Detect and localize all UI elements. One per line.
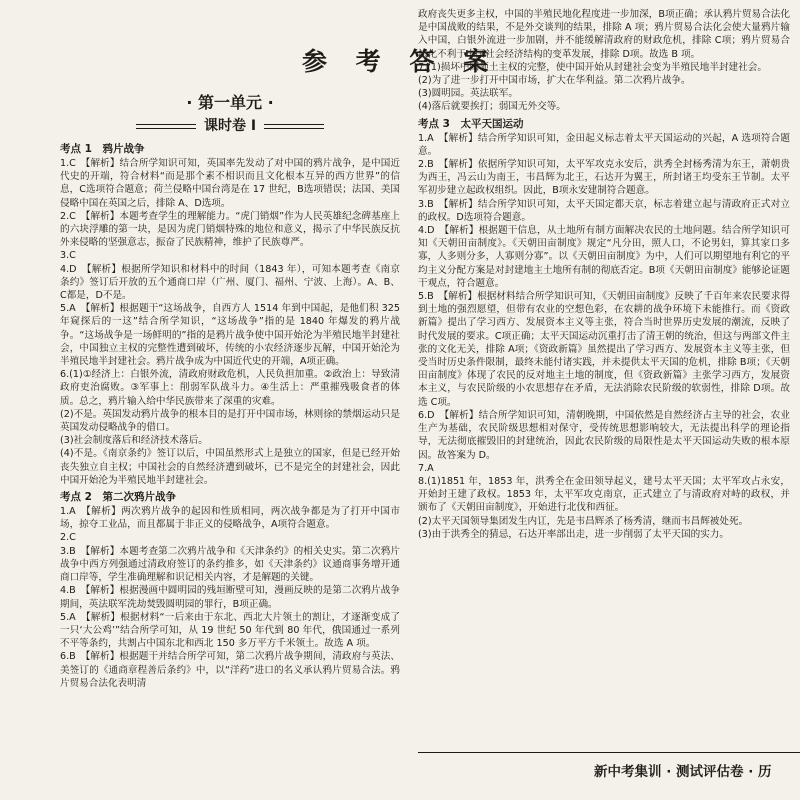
answer-item: (3)圆明园。英法联军。: [418, 88, 518, 100]
answer-item: (4)不是。《南京条约》签订以后，中国虽然形式上是独立的国家，但是已经开始丧失独立自主权；中国社会的自然经济遭到破坏，已不是完全的封建社会，因此中国开始沦为半殖民地半封建社会。: [60, 448, 400, 486]
section-title-2: 考点 2 第二次鸦片战争: [60, 491, 176, 504]
answer-item: 4.D 【解析】根据题干信息，从土地所有制方面解决农民的土地问题。结合所学知识可知《天朝田亩制度》。《天朝田亩制度》规定“凡分田，照人口，不论男妇，算其家口多寡，人多则分多，人寡则分寡”。以《天朝田亩制度》为中，人们可以期望地有利它的平均主义分配方案是对封建地主土地所有制的彻底否定。B项《天朝田亩制度》能够论证题干观点，符合题意。: [418, 225, 790, 289]
answer-item: 7.A: [418, 462, 434, 474]
answer-item: 1.A 【解析】结合所学知识可知，金田起义标志着太平天国运动的兴起，A 选项符合题意。: [418, 132, 790, 157]
answer-item: 2.B 【解析】依据所学知识可知，太平军攻克永安后，洪秀全封杨秀清为东王，萧朝贵为西王，冯云山为南王，韦昌辉为北王，石达开为翼王，所封诸王均受东王节制。太平军初步建立起政权组织。因此，B项永安建制符合题意。: [418, 159, 790, 197]
answer-item: (2)太平天国领导集团发生内讧，先是韦昌辉杀了杨秀清，继而韦昌辉被处死。: [418, 515, 749, 527]
answer-item: 8.(1)1851 年，1853 年，洪秀全在金田领导起义，建号太平天国；太平军攻占永安，开始封王建了政权。1853 年，太平军攻克南京，正式建立了与清政府对峙的政权，并颁布了《天朝田亩制度》，开始进行北伐和西征。: [418, 475, 790, 514]
title-rule-right: [264, 124, 324, 129]
lesson-title-text: 课时卷 I: [203, 118, 257, 134]
answer-item: (2)为了进一步打开中国市场，扩大在华利益。第二次鸦片战争。: [418, 75, 691, 87]
answer-item: 7.(1)损坏中国领土主权的完整，使中国开始从封建社会变为半殖民地半封建社会。: [418, 61, 767, 73]
answer-item: 2.C: [60, 532, 76, 544]
answer-item: 1.A 【解析】两次鸦片战争的起因和性质相同，两次战争都是为了打开中国市场，掠夺工业品，而且都属于非正义的侵略战争，A项符合题意。: [60, 506, 400, 531]
footer-text: 新中考集训 · 测试评估卷 · 历: [594, 764, 772, 780]
section-title-1: 考点 1 鸦片战争: [60, 143, 145, 155]
section-title-3: 考点 3 太平天国运动: [418, 117, 524, 130]
answer-item: (2)不是。英国发动鸦片战争的根本目的是打开中国市场，林则徐的禁烟运动只是英国发动侵略战争的借口。: [60, 408, 400, 434]
answer-item: 4.B 【解析】根据漫画中圆明园的残垣断壁可知，漫画反映的是第二次鸦片战争期间，英法联军洗劫焚毁圆明园的罪行，B项正确。: [60, 585, 400, 610]
page-title: 参 考 答 案: [301, 47, 499, 76]
answer-item: (3)由于洪秀全的猜忌，石达开率部出走，进一步削弱了太平天国的实力。: [418, 528, 729, 540]
lesson-title: [60, 115, 400, 135]
answer-item: 6.B 【解析】根据题干并结合所学可知，第二次鸦片战争期间，清政府与英法、美签订的《通商章程善后条约》中，以“洋药”进口的名义承认鸦片贸易合法。鸦片贸易合法化表明清: [60, 651, 400, 689]
answer-item: (3)社会制度落后和经济技术落后。: [60, 435, 208, 447]
answer-item: 5.A 【解析】根据材料“一后来由于东北、西北大片领土的割让，才逐渐变成了一只‘大公鸡’”结合所学可知，从 19 世纪 50 年代到 80 年代，俄国通过一系列不平等条约，共割占中国东北和西北 150 多万平方千米领土。故选 A 项。: [60, 611, 400, 650]
footer-rule: [418, 752, 800, 753]
answer-item: (4)落后就要挨打；弱国无外交等。: [418, 101, 566, 113]
answer-item: 3.B 【解析】本题考查第二次鸦片战争和《天津条约》的相关史实。第二次鸦片战争中西方列强通过清政府签订的条约推多，如《天津条约》议通商事务增开通商口岸等，学生准确理解和识记相关内容，才是解题的关键。: [60, 545, 400, 584]
title-rule-left: [136, 124, 196, 129]
answer-item: 4.D 【解析】根据所学知识和材料中的时间（1843 年），可知本题考查《南京条约》签订后开放的五个通商口岸（广州、厦门、福州、宁波、上海）。A、B、C都是，D不是。: [60, 263, 400, 302]
answer-item: 3.C: [60, 250, 76, 262]
answer-item: 6.(1)①经济上：白银外流，清政府财政危机，人民负担加重。②政治上：导致清政府吏治腐败。③军事上：削弱军队战斗力。④生活上：严重摧残吸食者的体质。总之，鸦片输入给中华民族带来了深重的灾难。: [60, 369, 400, 407]
left-column: [60, 88, 400, 800]
answer-item: 5.A 【解析】根据题干“这场战争，自西方人 1514 年到中国起，是他们积 325 年窥探后的一这”结合所学知识，“这场战争”指的是 1840 年爆发的鸦片战争。“这场战争是一场鲜明的”指的是鸦片战争使中国开始沦为半殖民地半封建社会，中国独立主权的完整性遭到破坏，传统的小农经济逐步瓦解，中国开始沦为半殖民地半封建社会。鸦片战争成为中国近代史的开端，A项正确。: [60, 303, 400, 368]
right-column: [418, 8, 790, 800]
answer-item: 6.D 【解析】结合所学知识可知，清朝晚期，中国依然是自然经济占主导的社会，农业生产为基础，农民阶级思想相对保守，受传统思想影响较大，无法提出科学的理论指导，无法彻底摧毁旧的封建统治，因此农民阶级的局限性是太平天国运动失败的根本原因。故答案为 D。: [418, 409, 790, 461]
answer-item: 2.C 【解析】本题考查学生的理解能力。“虎门销烟”作为人民英雄纪念碑基座上的六块浮雕的第一块，是因为虎门销烟特殊的地位和意义，揭示了中华民族反抗外来侵略的坚强意志，振奋了民族精神，维护了民族尊严。: [60, 210, 400, 249]
answer-item: 政府丧失更多主权，中国的半殖民地化程度进一步加深，B项正确；承认鸦片贸易合法化是中国战败的结果，不是外交谈判的结果，排除 A 项；鸦片贸易合法化会使大量鸦片输入中国，白银外流进一步加剧，并不能缓解清政府的财政危机，排除 C项；鸦片贸易合法化不利于中国社会经济结构的变革发展，排除 D项。故选 B 项。: [418, 9, 790, 60]
answer-item: 3.B 【解析】结合所学知识可知，太平天国定都天京，标志着建立起与清政府正式对立的政权。D选项符合题意。: [418, 198, 790, 223]
answer-item: 5.B 【解析】根据材料结合所学知识可知，《天朝田亩制度》反映了千百年来农民要求得到土地的强烈愿望，但带有农业的空想色彩，在农耕的战争环境下未能推行。而《资政新篇》提出了学习西方、发展资本主义等主张，符合当时世界历史发展的潮流，反映了时代发展的要求。C项正确；太平天国运动沉重打击了清王朝的统治，但这与两部文件主张的文化无关，排除 A项；《资政新篇》虽然提出了学习西方、发展资本主义等主张，但受当时历史条件限制，最终未能付诸实践，并未提供太平天国的危机，排除 B项；《天朝田亩制度》体现了农民的反对地主土地的制度，但《资政新篇》主张学习西方，发展资本主义，与农民阶级的小农思想存在矛盾，无法消除农民阶级的软弱性，排除 D项。故选 C项。: [418, 291, 790, 408]
unit-title: · 第一单元 ·: [186, 93, 274, 112]
answer-item: 1.C 【解析】结合所学知识可知，英国率先发动了对中国的鸦片战争，是中国近代史的开端，符合材料“而是那个素不相识而且文化根本互异的西方世界”的信息，C选项符合题意；荷兰侵略中国台湾是在 17 世纪，B选项错误；法国、美国侵略中国在英国之后，排除 A、D选项。: [60, 158, 400, 209]
